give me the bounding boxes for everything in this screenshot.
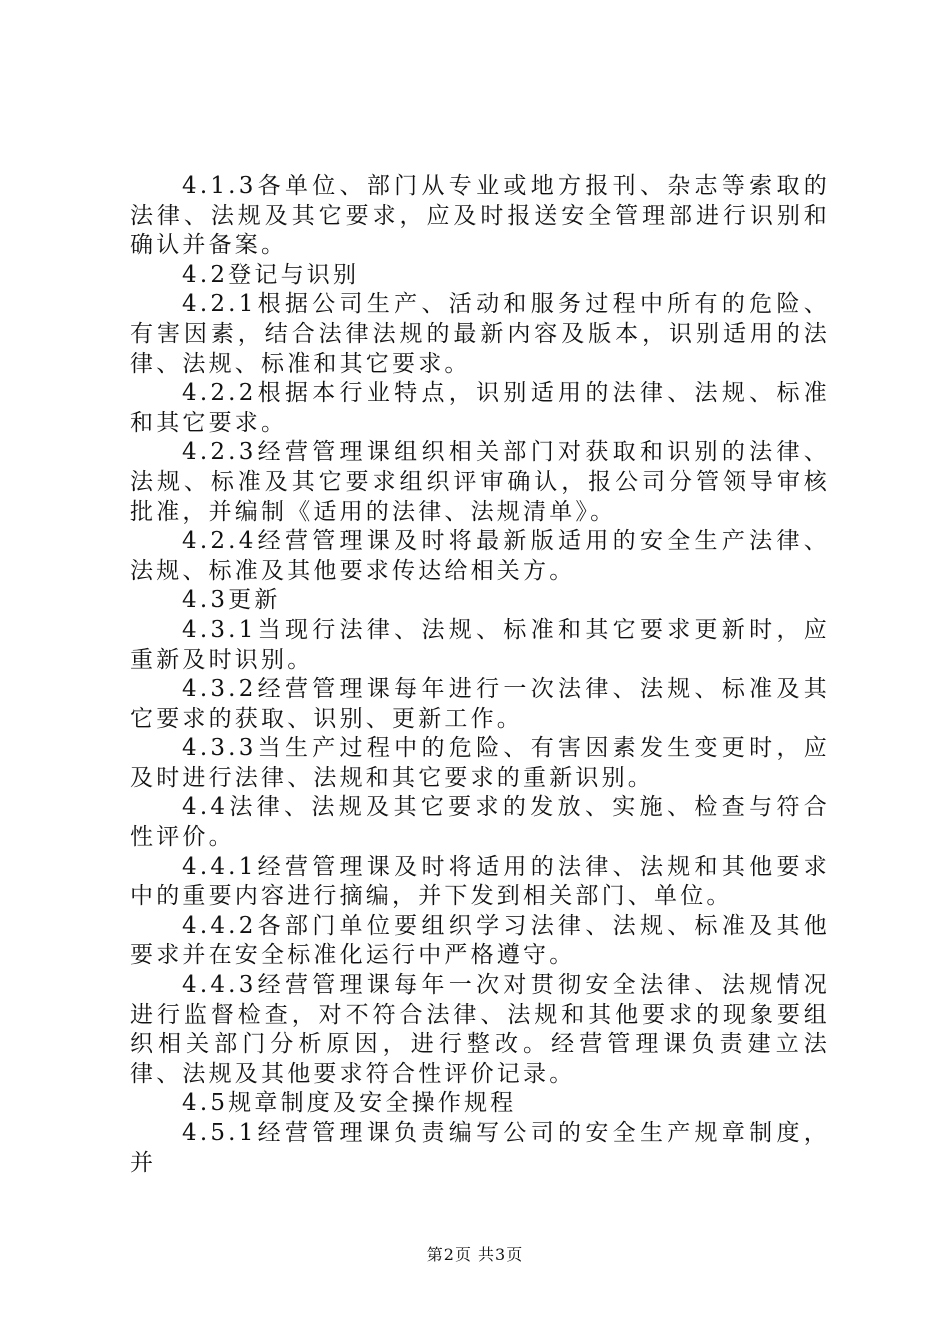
heading-4-4: 4.4法律、法规及其它要求的发放、实施、检查与符合性评价。: [130, 794, 830, 851]
heading-4-3: 4.3更新: [182, 587, 281, 614]
paragraph-4-3-3: 4.3.3当生产过程中的危险、有害因素发生变更时，应及时进行法律、法规和其它要求的重新识别。: [130, 735, 830, 791]
paragraph-4-3-2: 4.3.2经营管理课每年进行一次法律、法规、标准及其它要求的获取、识别、更新工作。: [130, 676, 830, 732]
paragraph-4-2-2: 4.2.2根据本行业特点，识别适用的法律、法规、标准和其它要求。: [130, 380, 830, 436]
paragraph-4-4-2: 4.4.2各部门单位要组织学习法律、法规、标准及其他要求并在安全标准化运行中严格遵守。: [130, 912, 830, 969]
paragraph-4-1-3: 4.1.3各单位、部门从专业或地方报刊、杂志等索取的法律、法规及其它要求，应及时报送安全管理部进行识别和确认并备案。: [130, 173, 830, 259]
heading-4-2: 4.2登记与识别: [182, 261, 360, 288]
paragraph-4-2-1: 4.2.1根据公司生产、活动和服务过程中所有的危险、有害因素，结合法律法规的最新内容及版本，识别适用的法律、法规、标准和其它要求。: [130, 291, 830, 377]
paragraph-4-2-3: 4.2.3经营管理课组织相关部门对获取和识别的法律、法规、标准及其它要求组织评审确认，报公司分管领导审核批准，并编制《适用的法律、法规清单》。: [130, 439, 830, 525]
paragraph-4-4-1: 4.4.1经营管理课及时将适用的法律、法规和其他要求中的重要内容进行摘编，并下发到相关部门、单位。: [130, 853, 830, 910]
paragraph-4-3-1: 4.3.1当现行法律、法规、标准和其它要求更新时，应重新及时识别。: [130, 616, 830, 673]
document-body: [130, 172, 830, 1178]
paragraph-4-4-3: 4.4.3经营管理课每年一次对贯彻安全法律、法规情况进行监督检查，对不符合法律、法规和其他要求的现象要组织相关部门分析原因，进行整改。经营管理课负责建立法律、法规及其他要求符合性评价记录。: [130, 972, 830, 1087]
heading-4-5: 4.5规章制度及安全操作规程: [182, 1090, 517, 1117]
paragraph-4-5-1: 4.5.1经营管理课负责编写公司的安全生产规章制度，并: [130, 1120, 830, 1176]
paragraph-4-2-4: 4.2.4经营管理课及时将最新版适用的安全生产法律、法规、标准及其他要求传达给相关方。: [130, 528, 830, 584]
page-footer: 第2页 共3页: [426, 1245, 524, 1264]
